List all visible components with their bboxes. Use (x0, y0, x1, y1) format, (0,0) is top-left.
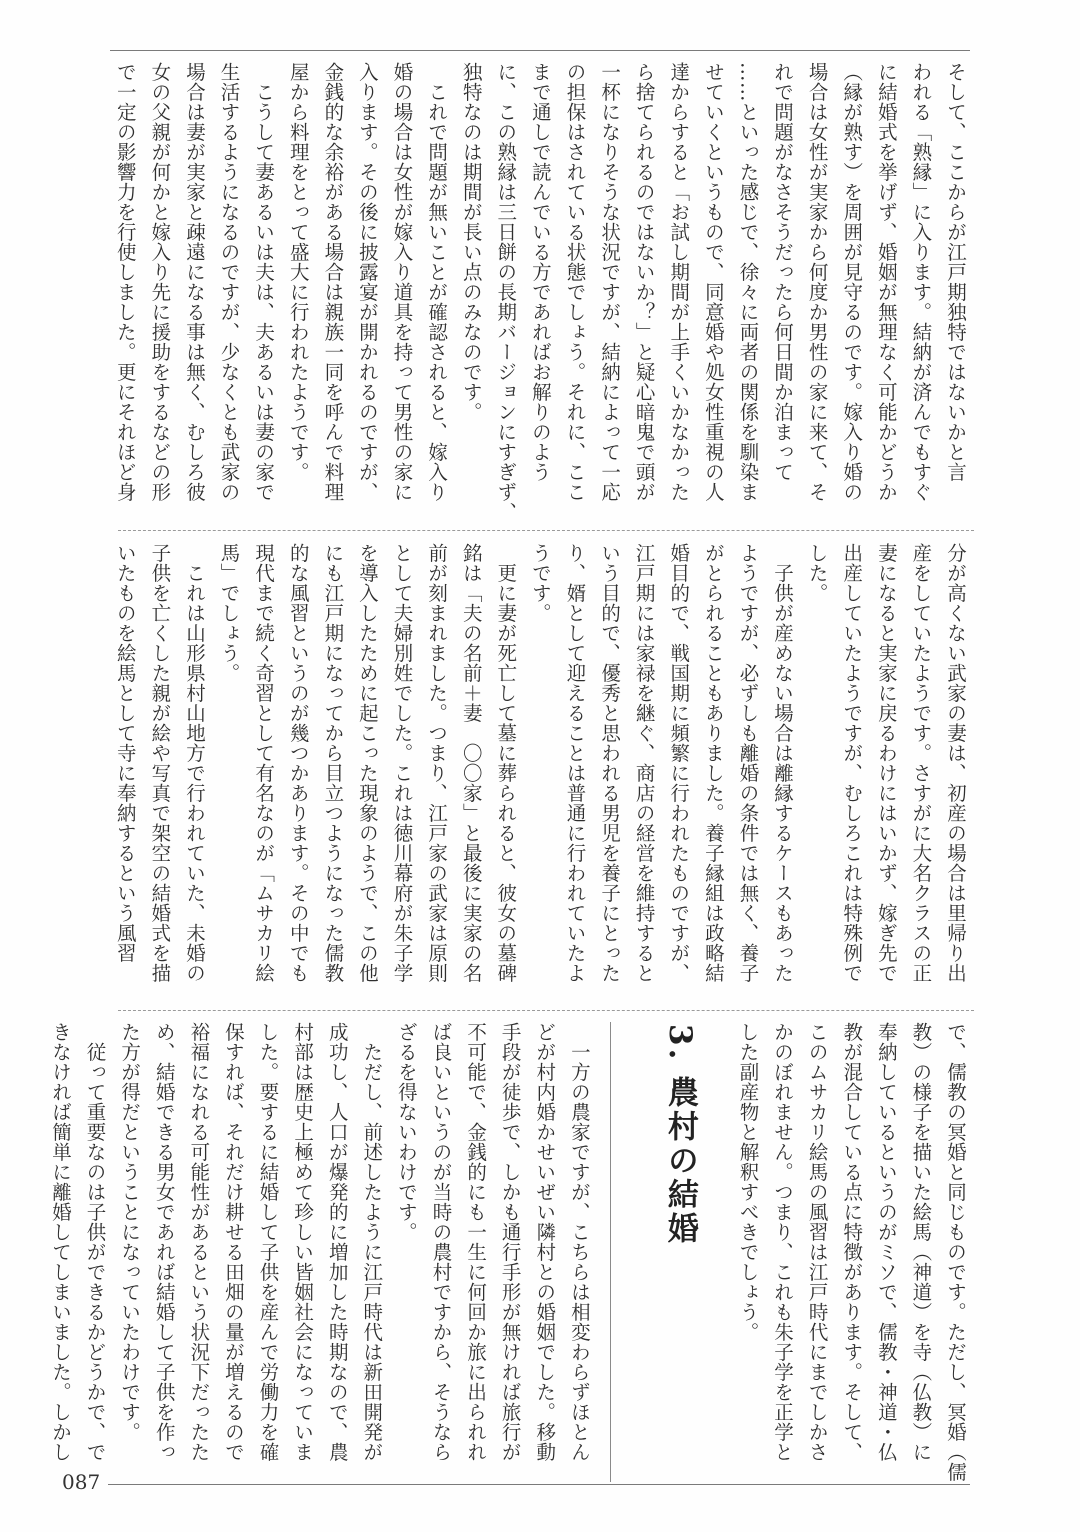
page-number: 087 (62, 1470, 101, 1494)
text-column: いう目的で、優秀と思われる男児を養子にとった (598, 543, 622, 983)
text-column: 銘は「夫の名前＋妻 〇〇家」と最後に実家の名 (459, 543, 483, 983)
text-column: 裕福になれる可能性があるという状況下だったた (187, 1022, 211, 1462)
text-column: 成功し、人口が爆発的に増加した時期なので、農 (325, 1022, 349, 1462)
text-column: 場合は妻が実家と疎遠になる事は無く、むしろ彼 (182, 62, 206, 502)
tier-divider (118, 530, 974, 531)
text-tier-1 (106, 62, 972, 524)
text-column: で一定の影響力を行使しました。更にそれほど身 (113, 62, 137, 502)
text-column: 子供が産めない場合は離縁するケースもあった (771, 543, 795, 983)
top-rule (110, 50, 970, 51)
heading-divider-line (610, 1022, 611, 1482)
text-column: せていくというもので、同意婚や処女性重視の人 (701, 62, 725, 502)
text-column: 婚目的で、戦国期に頻繁に行われたものですが、 (667, 543, 691, 983)
text-column: 不可能で、金銭的にも一生に何回か旅に出られれ (464, 1022, 488, 1462)
text-column: 更に妻が死亡して墓に葬られると、彼女の墓碑 (494, 543, 518, 983)
text-column: これは山形県村山地方で行われていた、未婚の (182, 543, 206, 983)
text-column: 婚の場合は女性が嫁入り道具を持って男性の家に (390, 62, 414, 502)
text-column: れで問題がなさそうだったら何日間か泊まって (771, 62, 795, 482)
text-column: ば良いというのが当時の農村ですから、そうなら (429, 1022, 453, 1462)
text-column: 金銭的な余裕がある場合は親族一同を呼んで料理 (321, 62, 345, 502)
text-column: 達からすると「お試し期間が上手くいかなかった (667, 62, 691, 502)
section-heading: 3. 農村の結婚 (661, 1024, 698, 1247)
text-column: 手段が徒歩で、しかも通行手形が無ければ旅行が (498, 1022, 522, 1462)
text-column: 女の父親が何かと嫁入り先に援助をするなどの形 (148, 62, 172, 502)
text-column: 生活するようになるのですが、少なくとも武家の (217, 62, 241, 502)
text-column: （縁が熟す）を周囲が見守るのです。嫁入り婚の (840, 62, 864, 502)
text-column: 妻になると実家に戻るわけにはいかず、嫁ぎ先で (874, 543, 898, 983)
text-column: 馬」でしょう。 (217, 543, 241, 683)
tier-divider (118, 1010, 974, 1011)
text-column: こうして妻あるいは夫は、夫あるいは妻の家で (252, 62, 276, 502)
text-column: がとられることもありました。養子縁組は政略結 (701, 543, 725, 983)
text-column: 分が高くない武家の妻は、初産の場合は里帰り出 (944, 543, 967, 983)
text-tier-2 (106, 543, 972, 1005)
text-column: いたものを絵馬として寺に奉納するという風習 (113, 543, 137, 963)
text-column: ら捨てられるのではないか？」と疑心暗鬼で頭が (632, 62, 656, 502)
text-column: に、この熟縁は三日餅の長期バージョンにすぎず、 (494, 62, 518, 522)
text-column: 保すれば、それだけ耕せる田畑の量が増えるので (221, 1022, 245, 1462)
text-column: 場合は女性が実家から何度か男性の家に来て、そ (805, 62, 829, 502)
text-column: で、儒教の冥婚と同じものです。ただし、冥婚（儒 (944, 1022, 967, 1482)
text-column: かのぼれません。つまり、これも朱子学を正学と (771, 1022, 795, 1462)
text-column: まで通しで読んでいる方であればお解りのよう (528, 62, 552, 482)
text-column: め、結婚できる男女であれば結婚して子供を作っ (152, 1022, 176, 1462)
text-column: われる「熟縁」に入ります。結納が済んでもすぐ (909, 62, 933, 502)
text-column: 出産していたようですが、むしろこれは特殊例で (840, 543, 864, 983)
text-column: した副産物と解釈すべきでしょう。 (736, 1022, 760, 1342)
section-heading-block (596, 1022, 700, 1482)
text-column: り、婿として迎えることは普通に行われていたよ (563, 543, 587, 983)
text-column: これで問題が無いことが確認されると、嫁入り (425, 62, 449, 502)
text-column: 屋から料理をとって盛大に行われたようです。 (286, 62, 310, 482)
text-column: 一方の農家ですが、こちらは相変わらずほとん (567, 1022, 591, 1462)
text-column: ……といった感じで、徐々に両者の関係を馴染ま (736, 62, 760, 502)
text-column: 入ります。その後に披露宴が開かれるのですが、 (355, 62, 379, 502)
text-column: 的な風習というのが幾つかあります。その中でも (286, 543, 310, 983)
text-column: きなければ簡単に離婚してしまいました。しかし (48, 1022, 72, 1462)
text-column: 産をしていたようです。さすがに大名クラスの正 (909, 543, 933, 983)
text-column: を導入したために起こった現象のようで、この他 (355, 543, 379, 983)
text-column: うです。 (528, 543, 552, 623)
text-column: として夫婦別姓でした。これは徳川幕府が朱子学 (390, 543, 414, 983)
text-column: した。要するに結婚して子供を産んで労働力を確 (256, 1022, 280, 1462)
text-column: にも江戸期になってから目立つようになった儒教 (321, 543, 345, 983)
text-column: 一杯になりそうな状況ですが、結納によって一応 (598, 62, 622, 502)
text-column: に結婚式を挙げず、婚姻が無理なく可能かどうか (874, 62, 898, 502)
text-column: 奉納しているというのがミソで、儒教・神道・仏 (874, 1022, 898, 1462)
text-column: 従って重要なのは子供ができるかどうかで、で (83, 1022, 107, 1462)
text-column: た方が得だということになっていたわけです。 (118, 1022, 142, 1442)
bottom-rule (108, 1484, 970, 1485)
text-column: そして、ここからが江戸期独特ではないかと言 (944, 62, 967, 482)
text-column: ただし、前述したように江戸時代は新田開発が (360, 1022, 384, 1462)
text-column: ようですが、必ずしも離婚の条件では無く、養子 (736, 543, 760, 983)
text-column: 教）の様子を描いた絵馬（神道）を寺（仏教）に (909, 1022, 933, 1462)
text-column: の担保はされている状態でしょう。それに、ここ (563, 62, 587, 502)
text-column: 現代まで続く奇習として有名なのが「ムサカリ絵 (252, 543, 276, 983)
text-column: 村部は歴史上極めて珍しい皆姻社会になっていま (291, 1022, 315, 1462)
text-column: した。 (805, 543, 829, 603)
text-column: 教が混合している点に特徴があります。そして、 (840, 1022, 864, 1462)
text-column: 独特なのは期間が長い点のみなのです。 (459, 62, 483, 422)
text-column: ざるを得ないわけです。 (394, 1022, 418, 1242)
text-column: 江戸期には家禄を継ぐ、商店の経営を維持すると (632, 543, 656, 983)
text-column: どが村内婚かせいぜい隣村との婚姻でした。移動 (533, 1022, 557, 1462)
text-column: このムサカリ絵馬の風習は江戸時代にまでしかさ (805, 1022, 829, 1462)
text-column: 子供を亡くした親が絵や写真で架空の結婚式を描 (148, 543, 172, 983)
text-column: 前が刻まれました。つまり、江戸家の武家は原則 (425, 543, 449, 983)
